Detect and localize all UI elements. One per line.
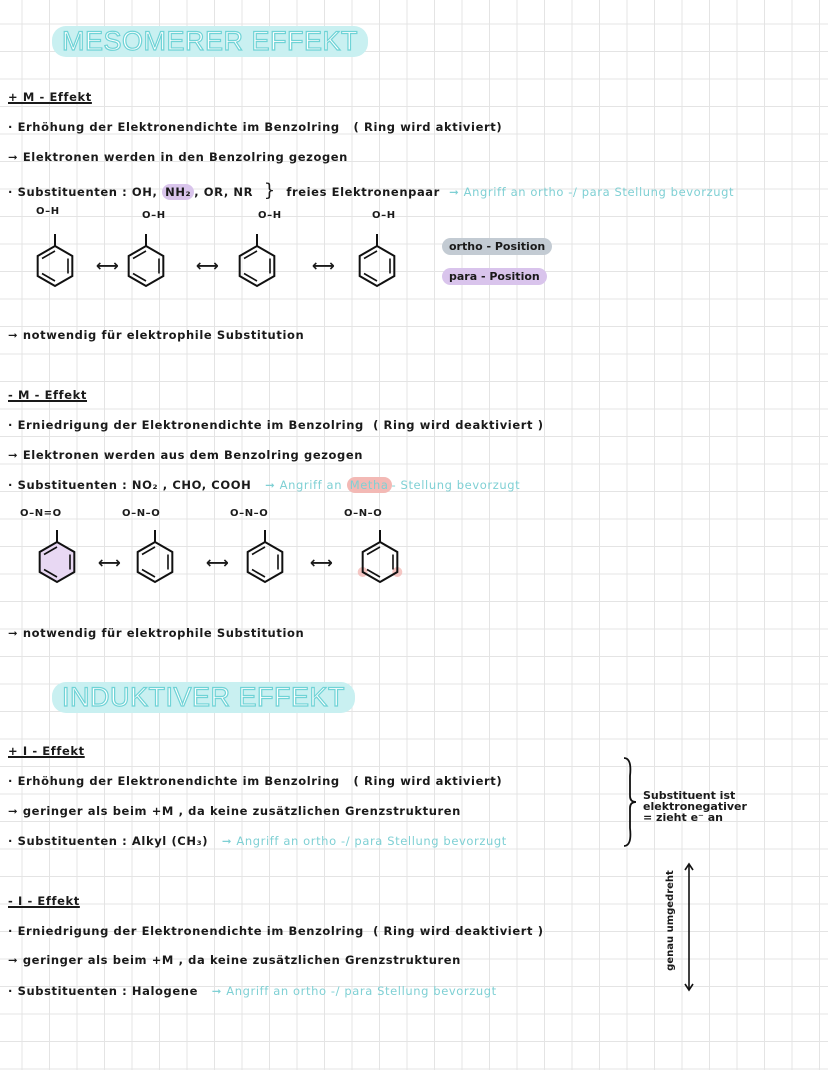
text-line: ➞ notwendig für elektrophile Substitution [8,626,305,640]
structure-label: O–H [372,210,396,221]
double-arrow-icon [684,862,694,992]
highlight-metha: Metha [347,477,392,493]
structure-label: O–H [36,206,60,217]
text-line: · Substituenten : Alkyl (CH₃) ➞ Angriff an ortho -/ para Stellung bevorzugt [8,834,507,848]
legend-ortho: ortho - Position [442,238,552,255]
text-line: ➞ geringer als beim +M , da keine zusätzlichen Grenzstrukturen [8,804,461,818]
legend-para: para - Position [442,268,547,285]
benzene-ring [0,0,1,1]
resonance-arrow-icon: ⟷ [96,256,120,275]
resonance-arrow-icon: ⟷ [310,553,334,572]
side-note: Substituent ist elektronegativer = zieht e⁻ an [643,789,747,824]
heading-minus-i: - I - Effekt [8,894,80,908]
curly-brace-icon [620,756,640,848]
text-line: · Erniedrigung der Elektronendichte im Benzolring ( Ring wird deaktiviert ) [8,924,544,938]
heading-minus-m: - M - Effekt [8,388,88,402]
structure-label: O–H [142,210,166,221]
heading-plus-m: + M - Effekt [8,90,92,104]
resonance-arrow-icon: ⟷ [312,256,336,275]
highlight-nh2: NH₂ [162,184,194,200]
resonance-arrow-icon: ⟷ [206,553,230,572]
text-line: · Substituenten : Halogene ➞ Angriff an ortho -/ para Stellung bevorzugt [8,984,497,998]
structure-label: O–N–O [344,508,383,519]
text-line: · Erhöhung der Elektronendichte im Benzolring ( Ring wird aktiviert) [8,774,503,788]
text-line: · Erniedrigung der Elektronendichte im Benzolring ( Ring wird deaktiviert ) [8,418,544,432]
text-line: ➞ geringer als beim +M , da keine zusätzlichen Grenzstrukturen [8,953,461,967]
text-line: ➞ Elektronen werden aus dem Benzolring gezogen [8,448,364,462]
structure-label: O–N=O [20,508,62,519]
text-line: ➞ Elektronen werden in den Benzolring gezogen [8,150,348,164]
section-title-induktiv: INDUKTIVER EFFEKT [52,682,355,713]
text-line: · Substituenten : OH, NH₂ , OR, NR } freies Elektronenpaar ➞ Angriff an ortho -/ para Stellung bevorzugt [8,180,735,201]
vertical-note: genau umgedreht [664,870,676,971]
text-line: ➞ notwendig für elektrophile Substitution [8,328,305,342]
text-line: · Erhöhung der Elektronendichte im Benzolring ( Ring wird aktiviert) [8,120,503,134]
structure-label: O–H [258,210,282,221]
section-title-mesomer: MESOMERER EFFEKT [52,26,368,57]
structure-label: O–N–O [122,508,161,519]
structure-label: O–N–O [230,508,269,519]
text-line: · Substituenten : NO₂ , CHO, COOH ➞ Angriff an Metha - Stellung bevorzugt [8,478,521,492]
resonance-arrow-icon: ⟷ [196,256,220,275]
heading-plus-i: + I - Effekt [8,744,85,758]
resonance-arrow-icon: ⟷ [98,553,122,572]
